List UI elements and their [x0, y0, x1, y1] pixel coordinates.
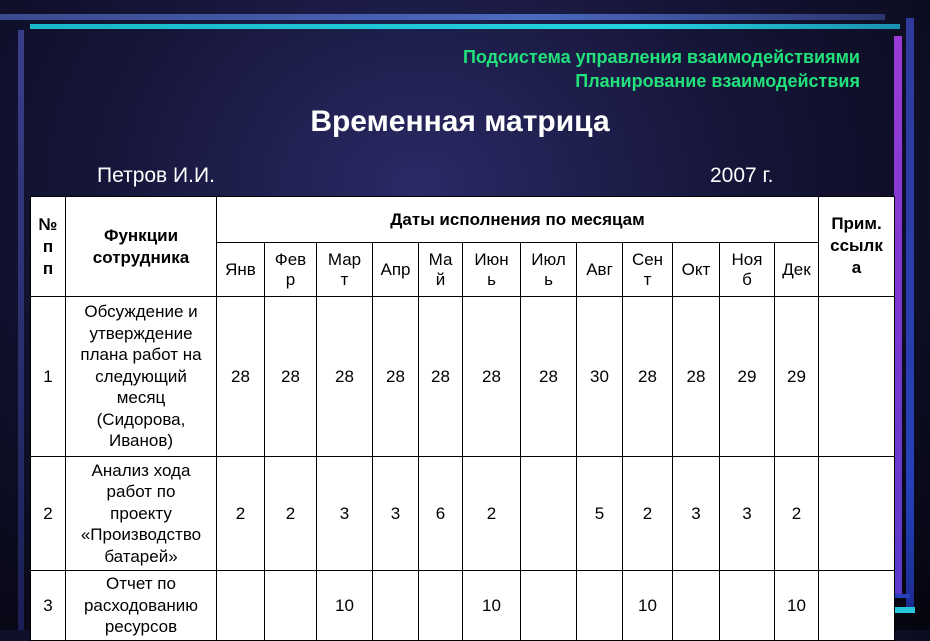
month-value-cell — [521, 571, 577, 641]
month-value-cell: 28 — [673, 297, 720, 457]
month-value-cell: 28 — [265, 297, 317, 457]
header-month: Ма й — [419, 243, 463, 297]
row-number: 3 — [31, 571, 66, 641]
header-month: Дек — [775, 243, 819, 297]
row-note — [819, 457, 895, 571]
header-number: № п п — [31, 197, 66, 297]
row-number: 2 — [31, 457, 66, 571]
subtitle-line-2: Планирование взаимодействия — [575, 71, 860, 91]
month-value-cell: 3 — [373, 457, 419, 571]
month-value-cell — [673, 571, 720, 641]
table-row — [31, 571, 895, 641]
month-value-cell: 29 — [720, 297, 775, 457]
header-month: Фев р — [265, 243, 317, 297]
month-value-cell — [720, 571, 775, 641]
month-value-cell — [217, 571, 265, 641]
header-month: Сен т — [623, 243, 673, 297]
header-month: Авг — [577, 243, 623, 297]
month-value-cell — [521, 457, 577, 571]
month-value-cell — [419, 571, 463, 641]
header-month: Апр — [373, 243, 419, 297]
frame-bottom-accent-bar — [895, 607, 915, 613]
table-row — [31, 297, 895, 457]
month-value-cell: 28 — [373, 297, 419, 457]
row-number: 1 — [31, 297, 66, 457]
header-dates: Даты исполнения по месяцам — [217, 197, 819, 243]
month-value-cell: 10 — [775, 571, 819, 641]
month-value-cell: 28 — [419, 297, 463, 457]
month-value-cell: 2 — [623, 457, 673, 571]
header-function: Функции сотрудника — [66, 197, 217, 297]
month-value-cell: 29 — [775, 297, 819, 457]
month-value-cell: 5 — [577, 457, 623, 571]
table-row — [31, 457, 895, 571]
header-month: Окт — [673, 243, 720, 297]
header-month: Июн ь — [463, 243, 521, 297]
slide-subtitle — [463, 45, 860, 93]
month-value-cell: 28 — [623, 297, 673, 457]
month-value-cell: 3 — [720, 457, 775, 571]
month-value-cell: 2 — [217, 457, 265, 571]
row-function: Отчет по расходованию ресурсов — [66, 571, 217, 641]
year-label: 2007 г. — [710, 164, 774, 187]
row-note — [819, 297, 895, 457]
row-function: Анализ хода работ по проекту «Производство батарей» — [66, 457, 217, 571]
time-matrix-table — [30, 196, 895, 641]
month-value-cell: 28 — [521, 297, 577, 457]
month-value-cell: 10 — [623, 571, 673, 641]
month-value-cell: 3 — [317, 457, 373, 571]
slide-title: Временная матрица — [310, 105, 610, 138]
header-month: Июл ь — [521, 243, 577, 297]
frame-top-bar — [0, 14, 885, 20]
subtitle-line-1: Подсистема управления взаимодействиями — [462, 47, 860, 67]
month-value-cell: 28 — [317, 297, 373, 457]
header-month: Мар т — [317, 243, 373, 297]
month-value-cell — [265, 571, 317, 641]
header-note: Прим. ссылк а — [819, 197, 895, 297]
month-value-cell: 2 — [265, 457, 317, 571]
month-value-cell: 30 — [577, 297, 623, 457]
header-row-top — [31, 197, 895, 243]
month-value-cell — [577, 571, 623, 641]
month-value-cell: 28 — [463, 297, 521, 457]
employee-name: Петров И.И. — [97, 164, 215, 187]
month-value-cell: 10 — [463, 571, 521, 641]
header-month: Ноя б — [720, 243, 775, 297]
row-note — [819, 571, 895, 641]
row-function: Обсуждение и утверждение плана работ на следующий месяц (Сидорова, Иванов) — [66, 297, 217, 457]
header-month: Янв — [217, 243, 265, 297]
month-value-cell: 2 — [463, 457, 521, 571]
month-value-cell: 3 — [673, 457, 720, 571]
frame-top-accent-bar — [30, 24, 900, 29]
month-value-cell: 2 — [775, 457, 819, 571]
month-value-cell: 6 — [419, 457, 463, 571]
month-value-cell — [373, 571, 419, 641]
month-value-cell: 28 — [217, 297, 265, 457]
month-value-cell: 10 — [317, 571, 373, 641]
